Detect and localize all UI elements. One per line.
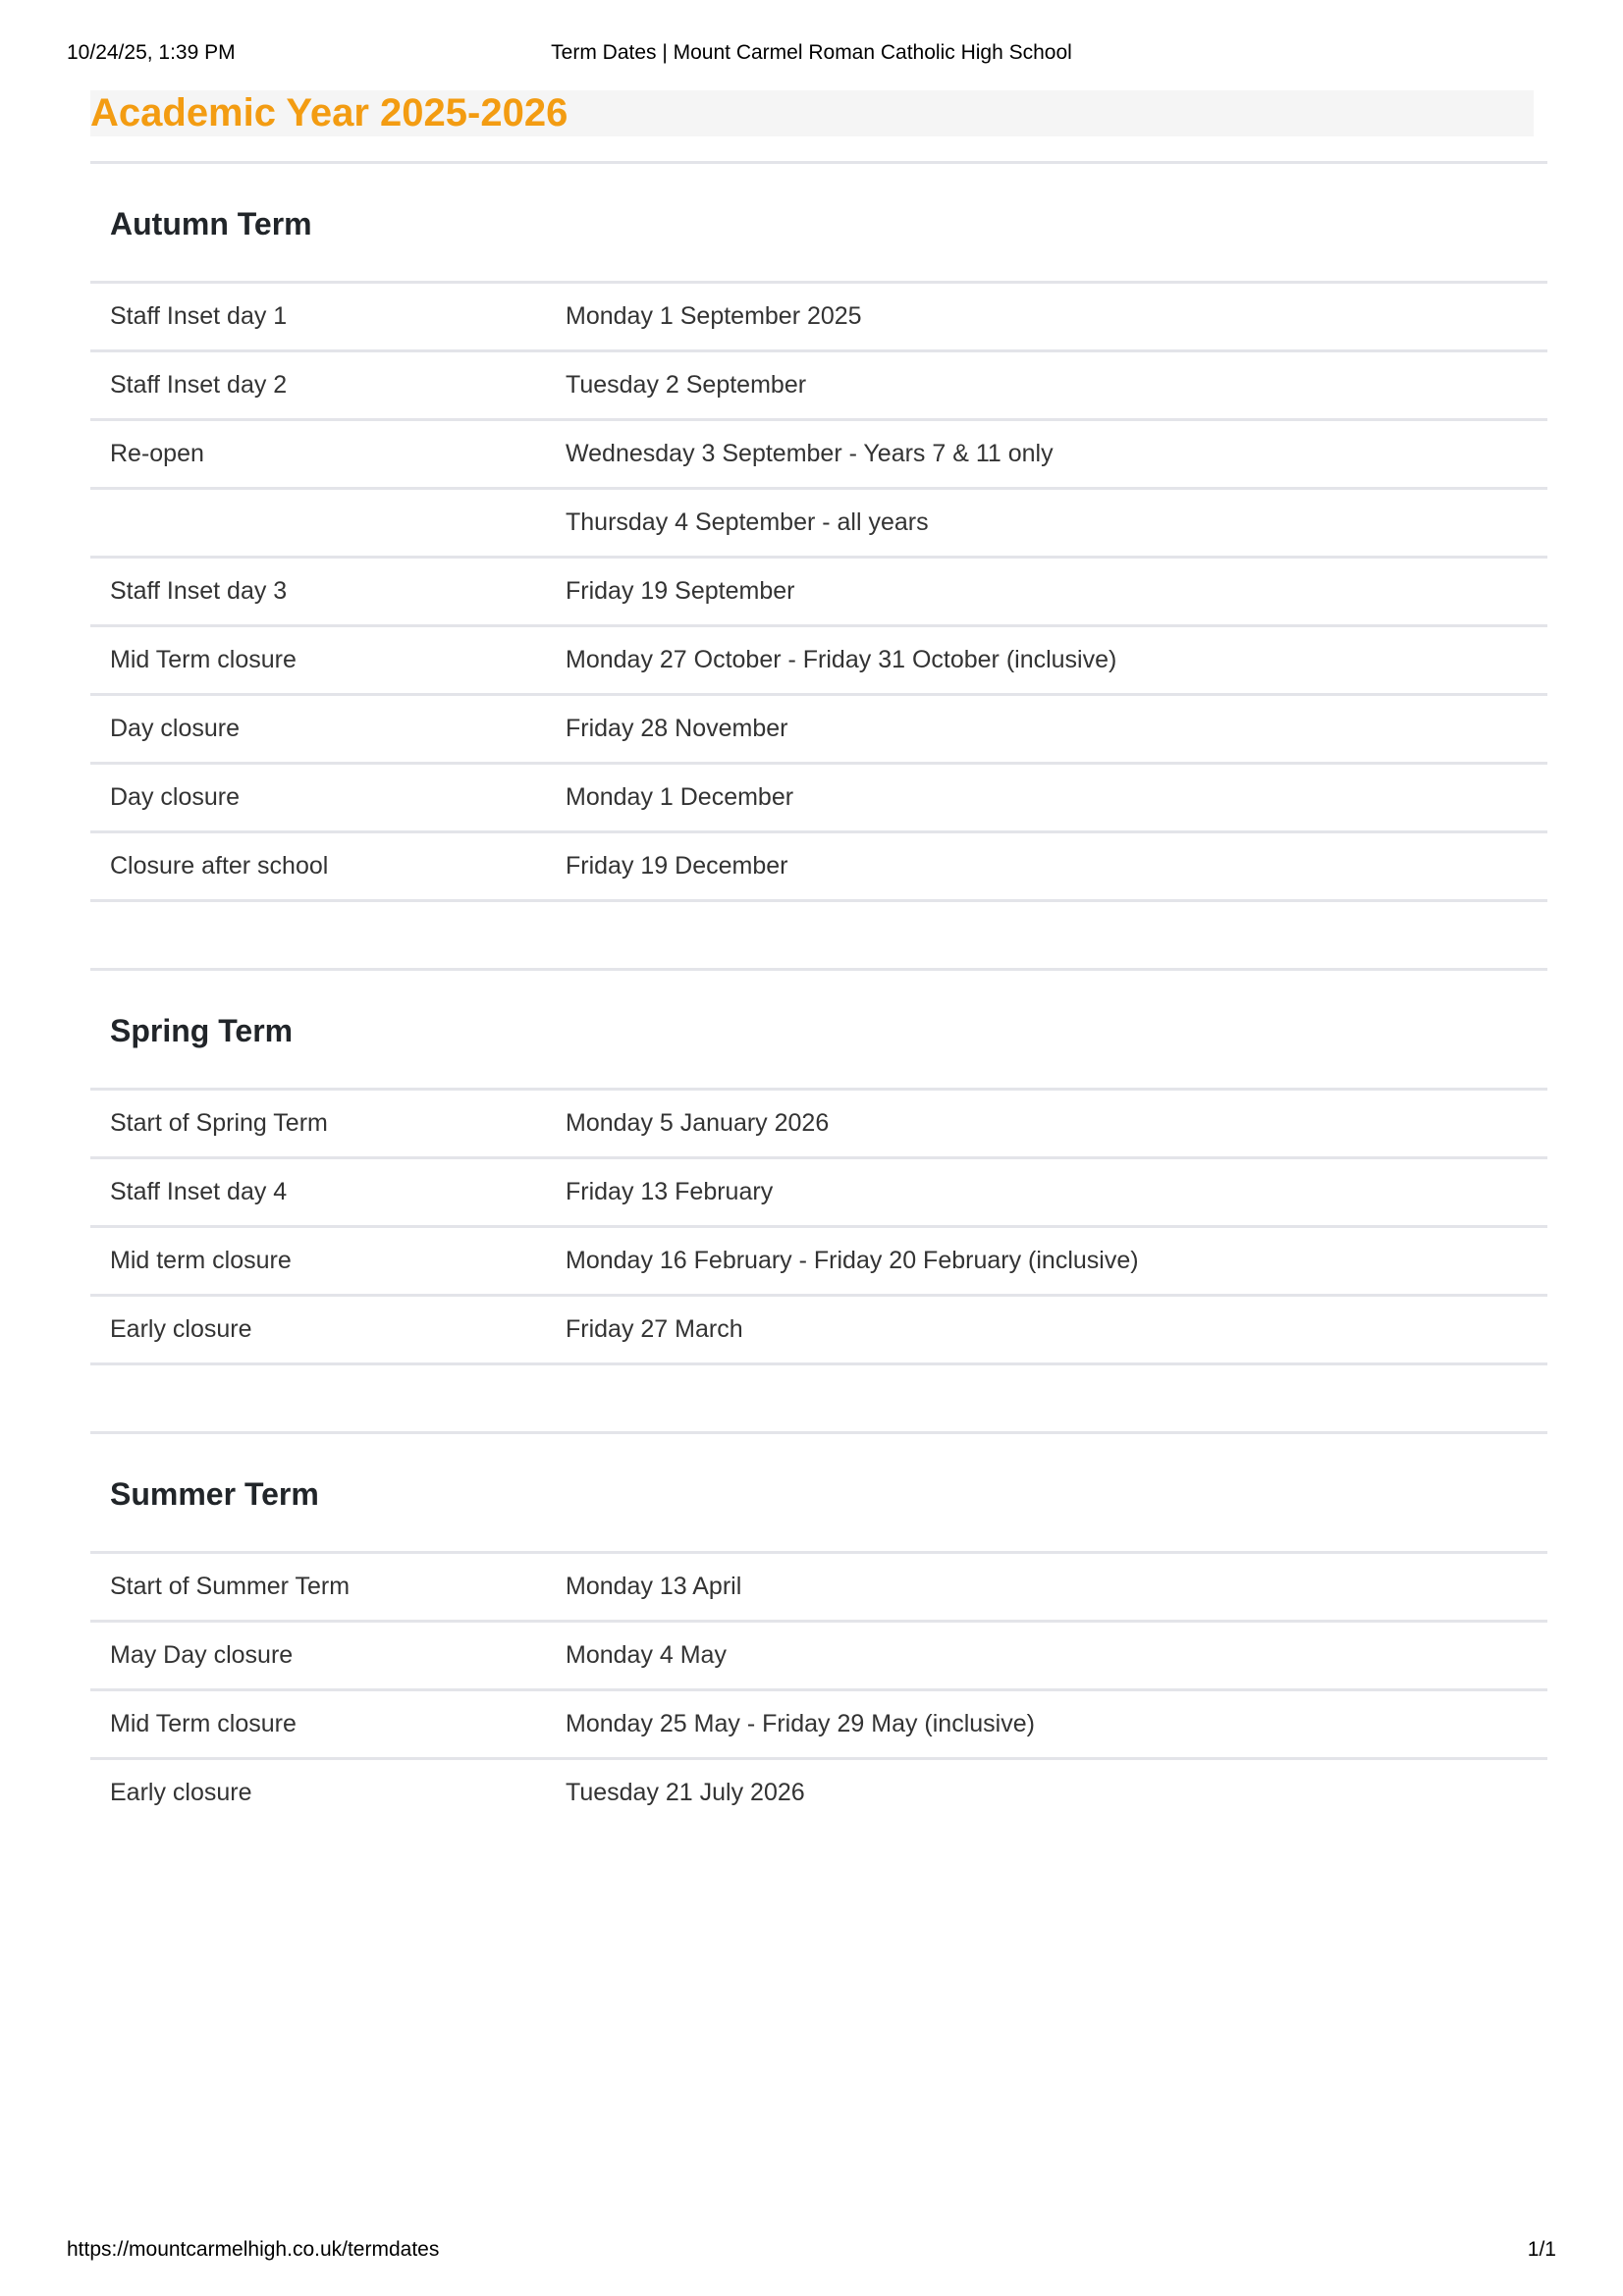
print-url: https://mountcarmelhigh.co.uk/termdates <box>67 2238 440 2261</box>
table-row <box>90 695 1547 764</box>
date-cell: Monday 5 January 2026 <box>546 1090 1547 1158</box>
term-heading-row <box>90 164 1547 283</box>
date-cell: Friday 28 November <box>546 695 1547 764</box>
date-cell: Monday 4 May <box>546 1622 1547 1690</box>
date-cell: Friday 19 September <box>546 558 1547 626</box>
table-row <box>90 283 1547 351</box>
table-row <box>90 558 1547 626</box>
event-cell: Day closure <box>90 695 546 764</box>
date-cell: Tuesday 2 September <box>546 351 1547 420</box>
term-heading: Autumn Term <box>90 164 1547 283</box>
event-cell: Re-open <box>90 420 546 489</box>
event-cell: Staff Inset day 4 <box>90 1158 546 1227</box>
table-row <box>90 1227 1547 1296</box>
section-spacer <box>90 901 1547 970</box>
event-cell: Start of Spring Term <box>90 1090 546 1158</box>
print-header <box>67 41 1556 69</box>
table-row <box>90 1158 1547 1227</box>
term-heading: Summer Term <box>90 1433 1547 1553</box>
table-row <box>90 351 1547 420</box>
date-cell: Monday 27 October - Friday 31 October (inclusive) <box>546 626 1547 695</box>
table-row <box>90 1553 1547 1622</box>
table-row <box>90 764 1547 832</box>
date-cell: Monday 1 December <box>546 764 1547 832</box>
date-cell: Monday 16 February - Friday 20 February (inclusive) <box>546 1227 1547 1296</box>
date-cell: Friday 19 December <box>546 832 1547 901</box>
table-row <box>90 626 1547 695</box>
table-row <box>90 489 1547 558</box>
event-cell: Closure after school <box>90 832 546 901</box>
spacer-cell <box>90 901 546 970</box>
event-cell: Day closure <box>90 764 546 832</box>
table-row <box>90 1690 1547 1759</box>
date-cell: Friday 27 March <box>546 1296 1547 1364</box>
date-cell: Monday 13 April <box>546 1553 1547 1622</box>
term-heading: Spring Term <box>90 970 1547 1090</box>
spacer-cell <box>90 1364 546 1433</box>
print-page-title: Term Dates | Mount Carmel Roman Catholic High School <box>551 41 1072 64</box>
event-cell: Early closure <box>110 1779 252 1806</box>
academic-year-title: Academic Year 2025-2026 <box>90 90 1534 136</box>
table-row <box>90 1090 1547 1158</box>
date-cell: Tuesday 21 July 2026 <box>566 1779 805 1806</box>
event-cell: Mid Term closure <box>90 626 546 695</box>
date-cell: Monday 1 September 2025 <box>546 283 1547 351</box>
event-cell: Mid term closure <box>90 1227 546 1296</box>
spacer-cell <box>546 1364 1547 1433</box>
event-cell: Staff Inset day 1 <box>90 283 546 351</box>
term-dates-content <box>90 90 1547 1826</box>
page-number: 1/1 <box>1527 2238 1556 2261</box>
table-row <box>90 420 1547 489</box>
table-row <box>90 1622 1547 1690</box>
date-cell: Friday 13 February <box>546 1158 1547 1227</box>
event-cell <box>90 489 546 558</box>
date-cell: Thursday 4 September - all years <box>546 489 1547 558</box>
event-cell: Mid Term closure <box>90 1690 546 1759</box>
print-footer <box>67 2238 1556 2262</box>
event-cell: Staff Inset day 2 <box>90 351 546 420</box>
event-cell: May Day closure <box>90 1622 546 1690</box>
date-cell: Wednesday 3 September - Years 7 & 11 only <box>546 420 1547 489</box>
table-row <box>90 1759 1547 1827</box>
date-cell: Monday 25 May - Friday 29 May (inclusive) <box>546 1690 1547 1759</box>
print-datetime: 10/24/25, 1:39 PM <box>67 41 236 64</box>
table-row <box>90 832 1547 901</box>
term-heading-row <box>90 1433 1547 1553</box>
spacer-cell <box>546 901 1547 970</box>
event-cell: Early closure <box>90 1296 546 1364</box>
event-cell: Start of Summer Term <box>90 1553 546 1622</box>
term-dates-table <box>90 164 1547 1826</box>
table-row <box>90 1296 1547 1364</box>
event-cell: Staff Inset day 3 <box>90 558 546 626</box>
term-heading-row <box>90 970 1547 1090</box>
section-spacer <box>90 1364 1547 1433</box>
